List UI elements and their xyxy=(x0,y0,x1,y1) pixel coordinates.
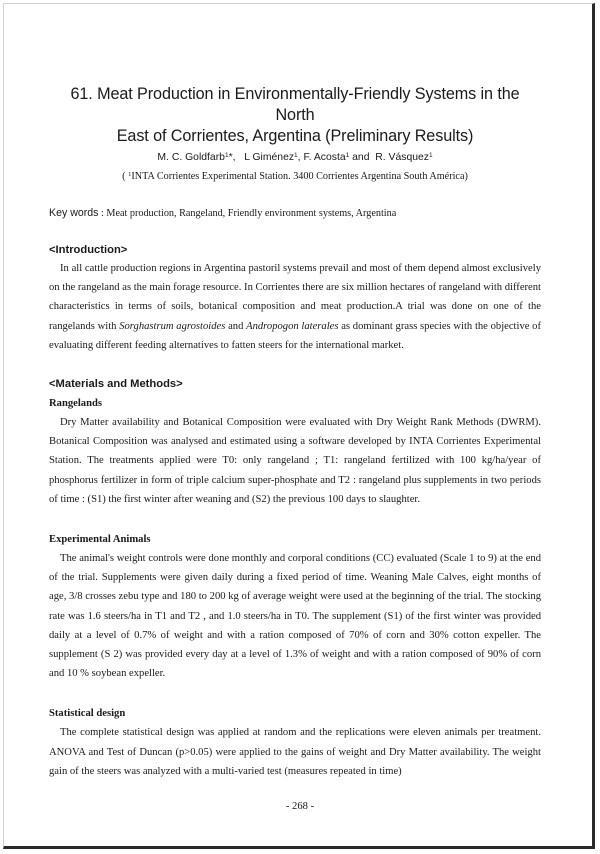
affiliation-mark: 1 xyxy=(128,171,132,178)
author-affiliation-mark: 1 xyxy=(345,152,350,159)
author-list xyxy=(49,151,541,165)
statistical-design-paragraph: The complete statistical design was applied at random and the replications were eleven animals per treatment. ANOVA and Test of Duncan (p>0.05) were applied to the gains of weight and Dry Matter availability. The weight gain of the steers was analyzed with a multi-varied test (measures repeated in time) xyxy=(49,727,541,777)
paper-title xyxy=(49,84,541,147)
rangelands-heading: Rangelands xyxy=(49,398,102,410)
author-name: M. C. Goldfarb xyxy=(157,152,225,163)
methods-heading: <Materials and Methods> xyxy=(49,378,183,391)
species-name: Andropogon laterales xyxy=(246,320,339,332)
statistical-design-heading: Statistical design xyxy=(49,708,126,720)
affiliation xyxy=(49,170,541,184)
keywords-label: Key words xyxy=(49,207,99,219)
author-separator: and xyxy=(349,152,373,163)
affiliation-text: INTA Corrientes Experimental Station. 3400 Corrientes Argentina South América) xyxy=(131,171,468,182)
author-affiliation-mark: 1 xyxy=(224,152,229,159)
experimental-animals-heading: Experimental Animals xyxy=(49,534,151,546)
intro-text-part1: In all cattle production regions in Argentina pastoril systems prevail and most of them depend almost exclusively on the rangeland as the main forage resource. In Corrientes there are six million hectares of rangeland with different characteristics in terms of soils, botanical composition and meat production.A trial was done on one of the rangelands with xyxy=(49,263,541,332)
paper-page xyxy=(49,84,541,781)
rangelands-paragraph: Dry Matter availability and Botanical Composition were evaluated with Dry Weight Rank Methods (DWRM). Botanical Composition was analysed and estimated using a software developed by INTA Corrientes Experimental Station. The treatments applied were T0: only rangeland ; T1: rangeland fertilized with 100 kg/ha/year of phosphorus fertilizer in form of triple calcium super-phosphate and T2 : rangeland plus supplements in two periods of time : (S1) the first winter after weaning and (S2) the previous 100 days to slaughter. xyxy=(49,417,541,505)
affiliation-open: ( xyxy=(122,171,126,182)
introduction-paragraph xyxy=(49,259,541,355)
intro-text-part2: as dominant grass species with the objective of evaluating different feeding alternatives to fatten steers for the international market. xyxy=(49,320,542,351)
author-affiliation-mark: 1 xyxy=(428,152,433,159)
title-line-1: 61. Meat Production in Environmentally-Friendly Systems in the North xyxy=(70,85,520,124)
author-separator: , xyxy=(297,152,304,163)
keywords-separator: : xyxy=(98,208,107,219)
experimental-animals-paragraph: The animal's weight controls were done monthly and corporal conditions (CC) evaluated (Scale 1 to 9) at the end of the trial. Supplements were given daily during a fixed period of time. Weaning Male Calves, eight months of age, 3/8 crosses zebu type and 180 to 200 kg of average weight were used at the beginning of the trial. The stocking rate was 1.6 steers/ha in T1 and T2 , and 1.0 steers/ha in T0. The supplement (S1) of the first winter was provided daily at a level of 0.7% of weight and with a ration composed of 70% of corn and 30% cotton expeller. The supplement (S 2) was provided every day at a level of 1.3% of weight and with a ration composed of 90% of corn and 10 % soybean expeller. xyxy=(49,553,541,680)
species-name: Sorghastrum agrostoides xyxy=(119,320,226,332)
keywords-text: Meat production, Rangeland, Friendly environment systems, Argentina xyxy=(106,208,397,219)
author-name: R. Vásquez xyxy=(375,152,429,163)
introduction-heading: <Introduction> xyxy=(49,244,128,256)
author-affiliation-mark: 1 xyxy=(294,152,298,159)
title-line-2: East of Corrientes, Argentina (Preliminary Results) xyxy=(116,127,474,145)
keywords xyxy=(49,206,541,221)
author-name: F. Acosta xyxy=(303,152,346,163)
corresponding-mark: *, xyxy=(228,152,236,163)
intro-text-and: and xyxy=(225,320,247,332)
page-number: - 268 - xyxy=(285,801,315,812)
author-name: L Giménez xyxy=(244,152,295,163)
